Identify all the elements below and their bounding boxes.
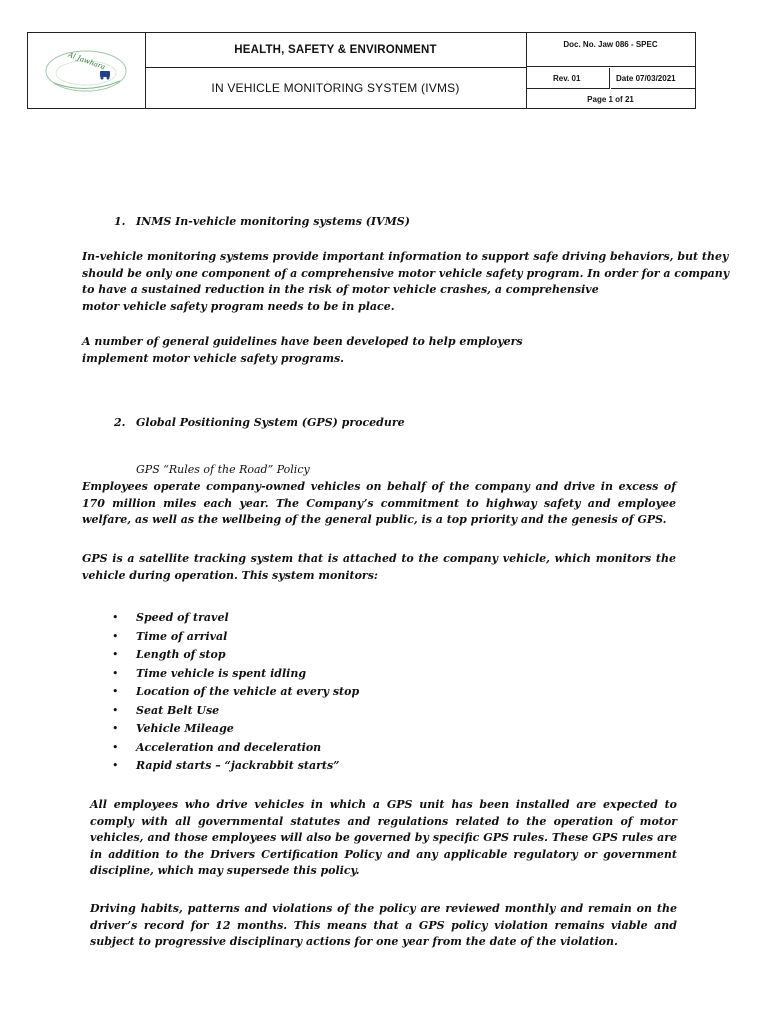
logo-cell [28,33,146,108]
section-2-heading [114,416,405,429]
para-line: implement motor vehicle safety programs. [82,351,344,365]
header-subtitle: IN VEHICLE MONITORING SYSTEM (IVMS) [211,81,460,95]
list-item: • Location of the vehicle at every stop [112,685,360,698]
doc-number: Doc. No. Jaw 086 - SPEC [526,33,695,67]
section-2-paragraph-3: All employees who drive vehicles in which a GPS unit has been installed are expected to comply with all governmental statutes and regulations related to the operation of motor vehicles, and those employees will also be governed by specific GPS rules. These GPS rules are in addition to the Drivers Certification Policy and any applicable regulatory or government discipline, which may supersede this policy. [90,798,677,877]
header-title: HEALTH, SAFETY & ENVIRONMENT [145,33,526,68]
section-2-paragraph-1: Employees operate company-owned vehicles on behalf of the company and drive in excess of 170 million miles each year. The Company’s commitment to highway safety and employee welfare, as well as the wellbeing of the general public, is a top priority and the genesis of GPS. [82,480,676,526]
list-item: • Rapid starts – “jackrabbit starts” [112,759,340,772]
list-item: • Time of arrival [112,629,228,643]
bullet-icon: • [112,685,119,698]
bullet-icon: • [112,611,119,624]
list-item: • Speed of travel [112,611,229,624]
list-item: • Vehicle Mileage [112,722,234,735]
company-logo [28,33,145,108]
section-1-number: 1. [114,215,126,228]
revision: Rev. 01 [526,68,610,89]
document-header [27,32,696,109]
page-number: Page 1 of 21 [587,94,634,104]
issue-date: Date 07/03/2021 [611,68,695,89]
section-1-paragraph-2 [82,334,523,367]
title-cell [145,33,527,108]
para-line: A number of general guidelines have been developed to help employers [82,335,523,348]
policy-subheading: GPS “Rules of the Road” Policy [136,463,310,476]
section-1-title: INMS In-vehicle monitoring systems (IVMS) [136,215,410,228]
section-2-title: Global Positioning System (GPS) procedure [136,416,405,429]
bullet-icon: • [112,648,119,661]
section-1-paragraph-1 [82,249,729,315]
para-line: to have a sustained reduction in the risk of motor vehicle crashes, a comprehensive [82,283,599,296]
para-line: should be only one component of a comprehensive motor vehicle safety program. In order for a company [82,266,730,280]
bullet-icon: • [112,666,119,680]
list-item: • Length of stop [112,648,226,661]
bullet-icon: • [112,759,119,772]
list-item: • Time vehicle is spent idling [112,666,307,680]
bullet-icon: • [112,740,119,754]
bullet-icon: • [112,703,119,717]
logo-text: Al Jawhara [67,50,107,72]
bullet-icon: • [112,722,119,735]
list-item: • Acceleration and deceleration [112,740,322,754]
para-line: In-vehicle monitoring systems provide important information to support safe driving behaviors, but they [82,250,729,263]
para-line: motor vehicle safety program needs to be in place. [82,299,395,313]
bullet-icon: • [112,629,119,643]
section-1-heading [114,215,410,228]
list-item: • Seat Belt Use [112,703,220,717]
meta-cell [526,33,695,108]
section-2-paragraph-2: GPS is a satellite tracking system that is attached to the company vehicle, which monitors the vehicle during operation. This system monitors: [82,552,676,582]
section-2-number: 2. [114,416,126,429]
section-2-paragraph-4: Driving habits, patterns and violations of the policy are reviewed monthly and remain on the driver’s record for 12 months. This means that a GPS policy violation remains viable and subject to progressive disciplinary actions for one year from the date of the violation. [90,902,677,948]
monitored-items-list [112,610,359,777]
